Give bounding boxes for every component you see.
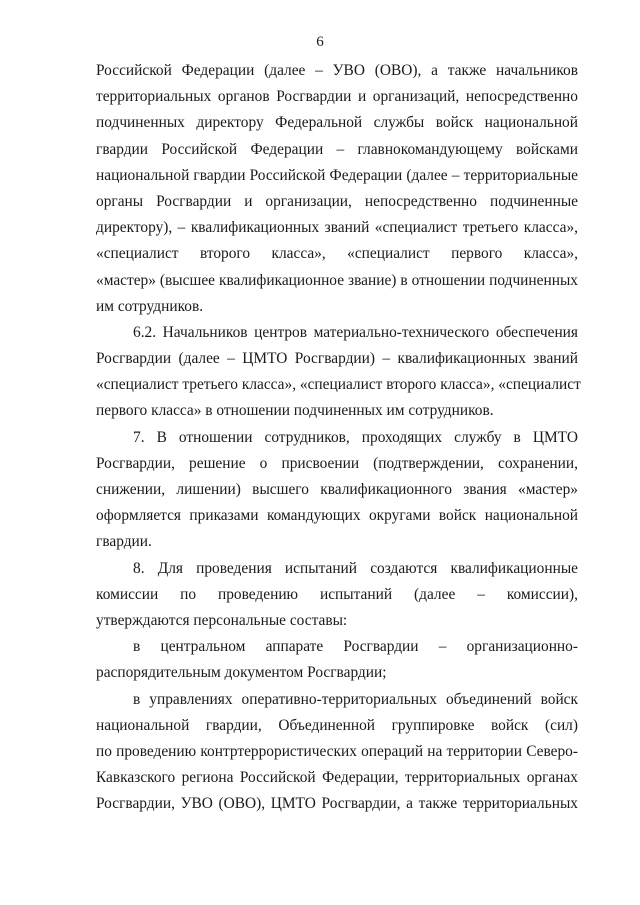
text-line: Российской Федерации (далее – УВО (ОВО), а также начальников xyxy=(96,62,578,79)
paragraph-8 xyxy=(96,556,578,635)
text-line: им сотрудников. xyxy=(96,297,204,315)
text-line: в центральном аппарате Росгвардии – организационно- xyxy=(133,638,578,656)
text-line: «мастер» (высшее квалификационное звание) в отношении подчиненных xyxy=(96,271,578,289)
document-body xyxy=(96,58,581,817)
text-line: 8. Для проведения испытаний создаются квалификационные xyxy=(133,559,578,577)
text-line: 7. В отношении сотрудников, проходящих службу в ЦМТО xyxy=(133,428,578,446)
text-line: Кавказского региона Российской Федерации, территориальных органах xyxy=(96,769,578,787)
page-number: 6 xyxy=(316,34,324,50)
text-line: снижении, лишении) высшего квалификационного звания «мастер» xyxy=(96,481,578,498)
text-line: «специалист третьего класса», «специалист второго класса», «специалист xyxy=(96,376,581,394)
text-line: гвардии Российской Федерации – главнокомандующему войсками xyxy=(96,140,578,158)
text-line: органы Росгвардии и организации, непосредственно подчиненные xyxy=(96,192,578,210)
paragraph-7 xyxy=(96,425,578,556)
text-line: в управлениях оперативно-территориальных объединений войск xyxy=(133,690,578,708)
text-line: первого класса» в отношении подчиненных им сотрудников. xyxy=(96,402,494,420)
text-line: утверждаются персональные составы: xyxy=(96,611,348,629)
text-line: национальной гвардии Российской Федерации (далее – территориальные xyxy=(96,166,578,184)
text-line: территориальных органов Росгвардии и организаций, непосредственно xyxy=(96,88,578,106)
text-line: подчиненных директору Федеральной службы войск национальной xyxy=(96,114,578,132)
paragraph-8-regional xyxy=(96,687,578,818)
paragraph-8-central xyxy=(96,634,578,686)
text-line: Росгвардии, УВО (ОВО), ЦМТО Росгвардии, а также территориальных xyxy=(96,795,578,813)
text-line: распорядительным документом Росгвардии; xyxy=(96,664,387,682)
text-line: «специалист второго класса», «специалист первого класса», xyxy=(96,245,578,263)
text-line: национальной гвардии, Объединенной группировке войск (сил) xyxy=(96,716,578,734)
text-line: Росгвардии (далее – ЦМТО Росгвардии) – квалификационных званий xyxy=(96,350,578,368)
text-line: гвардии. xyxy=(96,533,152,551)
text-line: по проведению контртеррористических операций на территории Северо- xyxy=(96,742,578,760)
text-line: директору), – квалификационных званий «специалист третьего класса», xyxy=(96,219,578,237)
paragraph-6-2 xyxy=(96,320,581,425)
text-line: Росгвардии, решение о присвоении (подтверждении, сохранении, xyxy=(96,454,578,472)
text-line: 6.2. Начальников центров материально-технического обеспечения xyxy=(133,323,578,341)
text-line: оформляется приказами командующих округами войск национальной xyxy=(96,507,578,525)
text-line: комиссии по проведению испытаний (далее – комиссии), xyxy=(96,585,578,603)
paragraph-continuation xyxy=(96,58,578,320)
